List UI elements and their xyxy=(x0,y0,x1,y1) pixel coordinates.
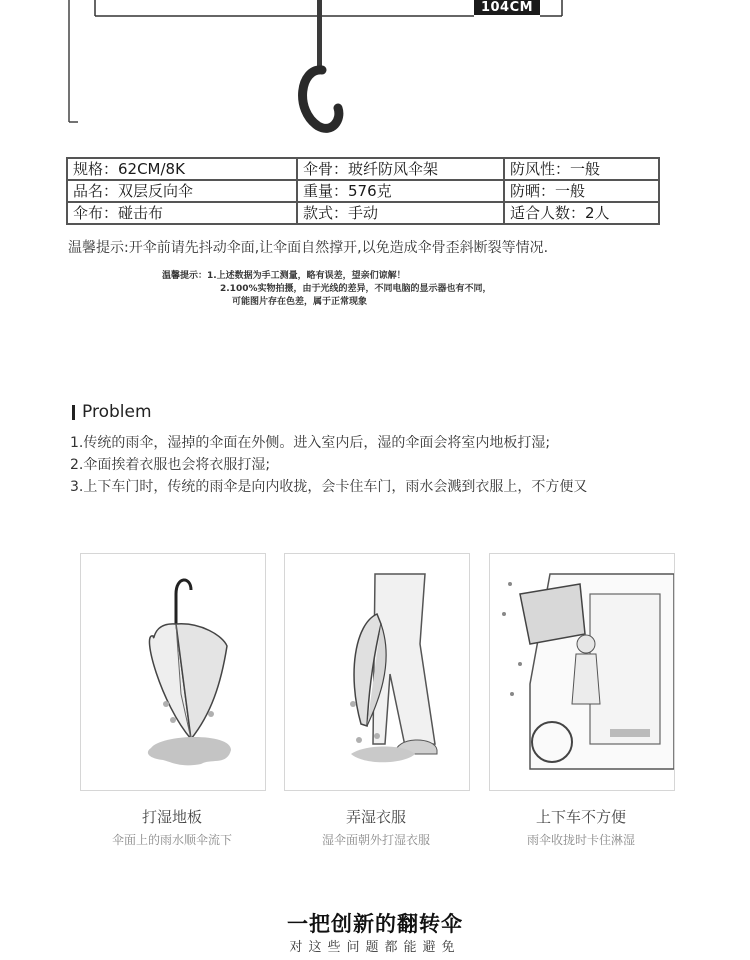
heading-bar xyxy=(72,405,75,420)
problem-item: 1.传统的雨伞，湿掉的伞面在外侧。进入室内后，湿的伞面会将室内地板打湿; xyxy=(70,435,551,451)
wet-floor-umbrella-icon xyxy=(81,554,265,790)
table-row xyxy=(67,180,659,202)
problem-title-text: Problem xyxy=(82,402,152,422)
caption-title: 打湿地板 xyxy=(141,808,202,826)
spec-cell: 防晒：一般 xyxy=(504,180,659,202)
caption-subtitle: 湿伞面朝外打湿衣服 xyxy=(321,833,430,847)
spec-cell: 品名：双层反向伞 xyxy=(67,180,297,202)
wet-floor-card xyxy=(80,553,266,791)
problem-item: 2.伞面挨着衣服也会将衣服打湿; xyxy=(70,457,271,473)
caption-title: 弄湿衣服 xyxy=(345,808,406,826)
wet-clothes-icon xyxy=(285,554,469,790)
caption-title: 上下车不方便 xyxy=(535,808,626,826)
problem-list xyxy=(70,432,587,498)
wet-clothes-card xyxy=(284,553,470,791)
bus-door-icon xyxy=(490,554,674,790)
caption-subtitle: 雨伞收拢时卡住淋湿 xyxy=(526,833,635,847)
problem-heading xyxy=(72,402,152,422)
note-line: 可能图片存在色差，属于正常现象 xyxy=(232,297,368,307)
dimension-label: 104CM xyxy=(474,0,540,15)
table-row xyxy=(67,158,659,180)
note-line: 温馨提示：1.上述数据为手工测量，略有误差，望亲们谅解！ xyxy=(162,271,406,281)
problem-item: 3.上下车门时，传统的雨伞是向内收拢，会卡住车门，雨水会溅到衣服上，不方便又 xyxy=(70,479,588,495)
wet-clothes-caption xyxy=(266,806,486,848)
spec-cell: 防风性：一般 xyxy=(504,158,659,180)
spec-cell: 重量：576克 xyxy=(297,180,504,202)
umbrella-handle-drawing xyxy=(0,0,750,140)
table-row xyxy=(67,202,659,224)
bus-door-caption xyxy=(471,806,691,848)
spec-cell: 伞布：碰击布 xyxy=(67,202,297,224)
footer-subtitle: 对这些问题都能避免 xyxy=(289,940,461,955)
spec-table xyxy=(66,157,660,225)
bus-door-card xyxy=(489,553,675,791)
spec-cell: 伞骨：玻纤防风伞架 xyxy=(297,158,504,180)
warm-tip-text: 温馨提示:开伞前请先抖动伞面,让伞面自然撑开,以免造成伞骨歪斜断裂等情况. xyxy=(68,240,549,256)
wet-floor-caption xyxy=(62,806,282,848)
spec-cell: 规格：62CM/8K xyxy=(67,158,297,180)
umbrella-dimension-diagram xyxy=(0,0,750,140)
note-line: 2.100%实物拍摄，由于光线的差异，不同电脑的显示器也有不同， xyxy=(220,284,492,294)
footer-title: 一把创新的翻转伞 xyxy=(287,912,463,936)
measurement-note xyxy=(162,270,492,309)
caption-subtitle: 伞面上的雨水顺伞流下 xyxy=(111,833,232,847)
spec-cell: 适合人数：2人 xyxy=(504,202,659,224)
spec-cell: 款式：手动 xyxy=(297,202,504,224)
